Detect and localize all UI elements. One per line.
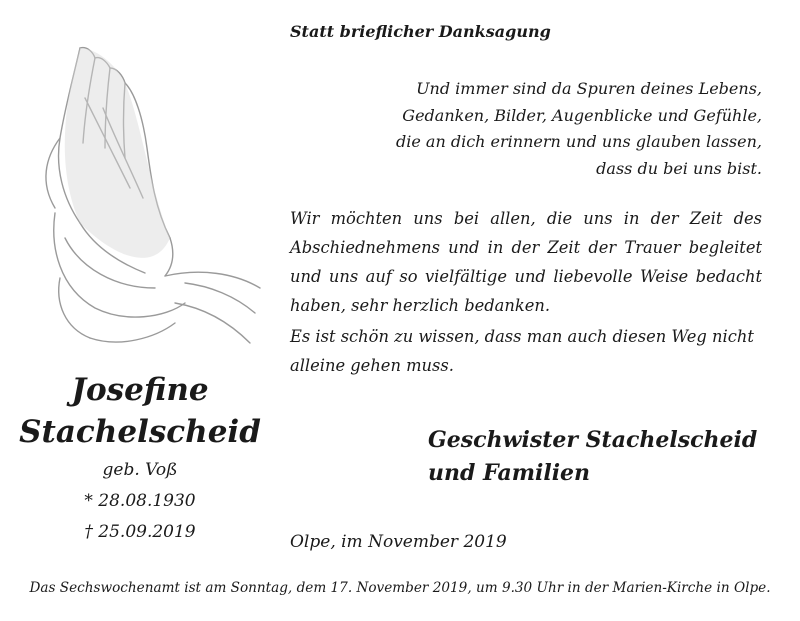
deceased-info — [0, 368, 280, 548]
memorial-service-note: Das Sechswochenamt ist am Sonntag, dem 17. November 2019, um 9.30 Uhr in der Marien-Kirche in Olpe. — [29, 580, 771, 596]
poem-line: Gedanken, Bilder, Augenblicke und Gefühle, — [402, 105, 762, 125]
maiden-name: geb. Voß — [102, 460, 178, 480]
signer-line: und Familien — [428, 460, 591, 486]
thanks-paragraph: Wir möchten uns bei allen, die uns in der Zeit des Abschiednehmens und in der Zeit der Trauer begleitet und uns auf so vielfältige und liebevolle Weise bedacht haben, sehr herzlich bedanken. — [290, 209, 762, 315]
praying-hands-icon — [25, 38, 265, 358]
poem-line: dass du bei uns bist. — [596, 158, 762, 178]
closing-paragraph: Es ist schön zu wissen, dass man auch diesen Weg nicht alleine gehen muss. — [290, 327, 754, 375]
deceased-last-name: Stachelscheid — [19, 414, 261, 450]
header-title: Statt brieflicher Danksagung — [290, 22, 551, 41]
death-date: † 25.09.2019 — [84, 522, 196, 542]
poem — [396, 76, 762, 182]
poem-line: die an dich erinnern und uns glauben lassen, — [396, 132, 762, 151]
deceased-first-name: Josefine — [71, 372, 209, 408]
signer-line: Geschwister Stachelscheid — [428, 427, 758, 453]
poem-line: Und immer sind da Spuren deines Lebens, — [416, 79, 762, 98]
place-date: Olpe, im November 2019 — [290, 532, 507, 552]
signers — [428, 424, 757, 490]
birth-date: * 28.08.1930 — [84, 491, 196, 511]
